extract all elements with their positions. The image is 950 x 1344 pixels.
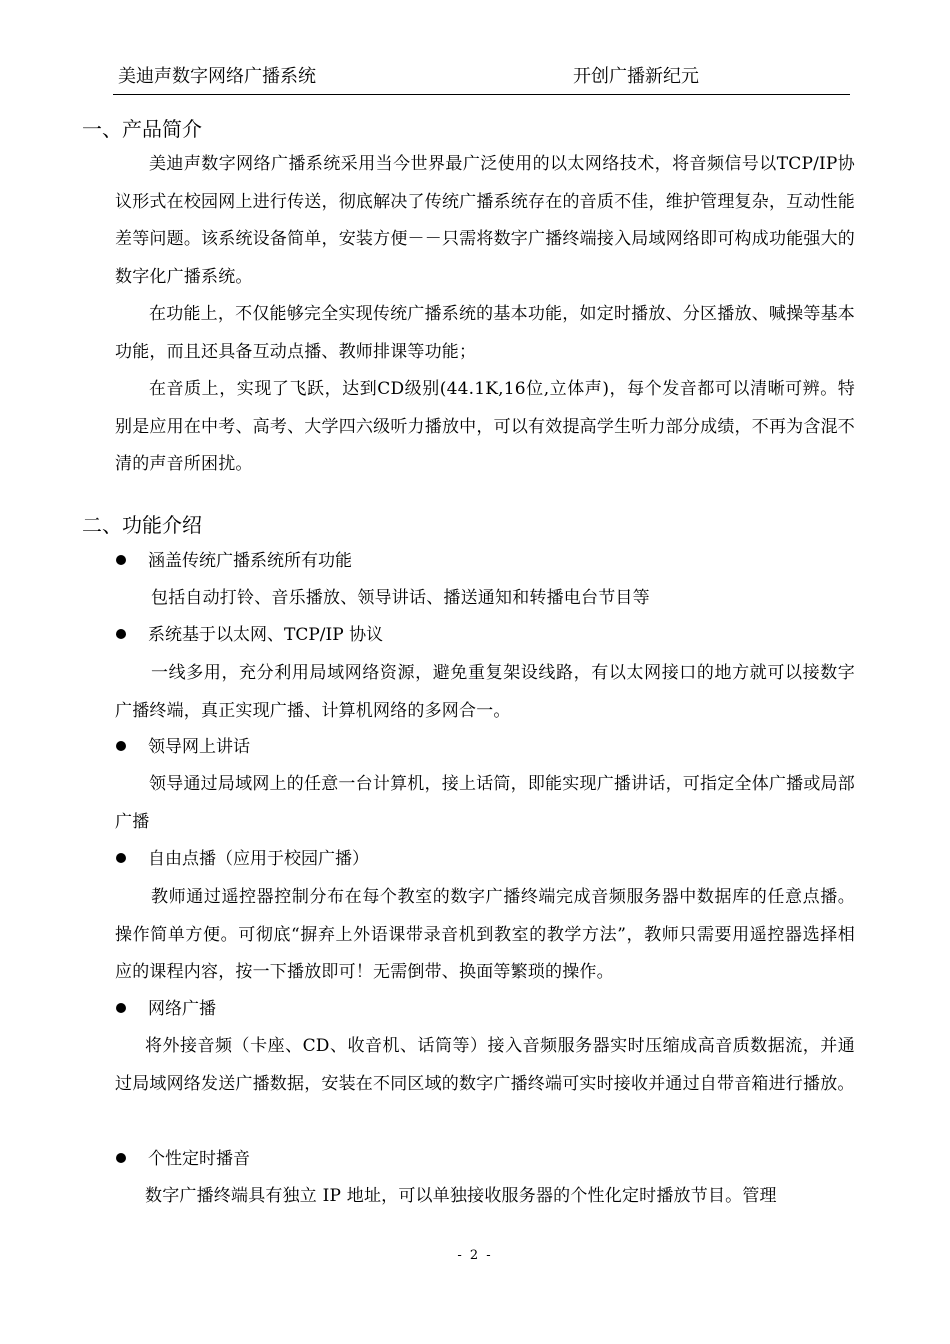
intro-paragraph-1: 美迪声数字网络广播系统采用当今世界最广泛使用的以太网络技术，将音频信号以TCP/IP协议形式在校园网上进行传送，彻底解决了传统广播系统存在的音质不佳，维护管理复杂，互动性能差等问题。该系统设备简单，安装方便－－只需将数字广播终端接入局域网络即可构成功能强大的数字化广播系统。 (115, 154, 855, 287)
feature-heading-text: 涵盖传统广播系统所有功能 (148, 551, 352, 571)
feature-heading-text: 网络广播 (148, 999, 216, 1019)
feature-body-on-demand: 教师通过遥控器控制分布在每个教室的数字广播终端完成音频服务器中数据库的任意点播。操作简单方便。可彻底“摒弃上外语课带录音机到教室的教学方法”，教师只需要用遥控器选择相应的课程内容，按一下播放即可！无需倒带、换面等繁琐的操作。 (115, 887, 855, 982)
feature-heading-ethernet (116, 620, 383, 650)
feature-body-network-broadcast: 将外接音频（卡座、CD、收音机、话筒等）接入音频服务器实时压缩成高音质数据流，并通过局域网络发送广播数据，安装在不同区域的数字广播终端可实时接收并通过自带音箱进行播放。 (115, 1036, 855, 1094)
intro-paragraph-2: 在功能上，不仅能够完全实现传统广播系统的基本功能，如定时播放、分区播放、喊操等基本功能，而且还具备互动点播、教师排课等功能； (115, 304, 855, 362)
feature-heading-text: 系统基于以太网、TCP/IP 协议 (148, 625, 384, 645)
bullet-icon (116, 555, 126, 565)
bullet-icon (116, 629, 126, 639)
bullet-icon (116, 853, 126, 863)
feature-heading-leader-speech (116, 732, 250, 762)
header-slogan: 开创广播新纪元 (573, 66, 699, 87)
feature-body-traditional: 包括自动打铃、音乐播放、领导讲话、播送通知和转播电台节目等 (151, 588, 650, 608)
feature-heading-network-broadcast (116, 994, 216, 1024)
feature-body-ethernet: 一线多用，充分利用局域网络资源，避免重复架设线路，有以太网接口的地方就可以接数字广播终端，真正实现广播、计算机网络的多网合一。 (115, 663, 855, 721)
bullet-icon (116, 741, 126, 751)
intro-paragraph-3: 在音质上，实现了飞跃，达到CD级别(44.1K,16位,立体声)，每个发音都可以清晰可辨。特别是应用在中考、高考、大学四六级听力播放中，可以有效提高学生听力部分成绩，不再为含混不清的声音所困扰。 (115, 379, 855, 474)
page-number: - 2 - (457, 1248, 493, 1263)
section-title-features: 二、功能介绍 (82, 513, 202, 537)
section-title-product-intro: 一、产品简介 (82, 117, 202, 141)
feature-body-leader-speech: 领导通过局域网上的任意一台计算机，接上话筒，即能实现广播讲话，可指定全体广播或局部广播 (115, 774, 855, 832)
feature-heading-traditional (116, 546, 352, 576)
feature-heading-text: 领导网上讲话 (148, 737, 250, 757)
feature-heading-text: 个性定时播音 (148, 1149, 250, 1169)
feature-body-scheduled: 数字广播终端具有独立 IP 地址，可以单独接收服务器的个性化定时播放节目。管理 (145, 1186, 777, 1206)
bullet-icon (116, 1153, 126, 1163)
bullet-icon (116, 1003, 126, 1013)
header-product-name: 美迪声数字网络广播系统 (118, 66, 316, 87)
feature-heading-text: 自由点播（应用于校园广播） (148, 849, 369, 869)
feature-heading-scheduled (116, 1144, 250, 1174)
page-header (113, 62, 850, 95)
feature-heading-on-demand (116, 844, 369, 874)
